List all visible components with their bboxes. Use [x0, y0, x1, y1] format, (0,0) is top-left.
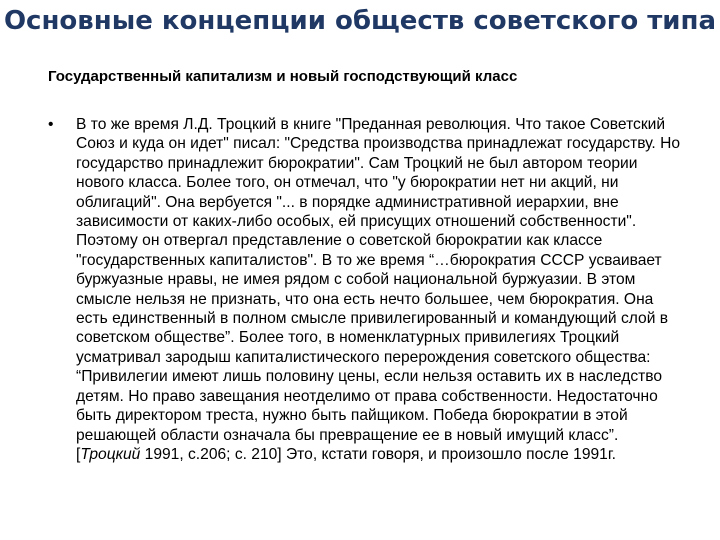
- bullet-item: [48, 115, 680, 464]
- paragraph-text: В то же время Л.Д. Троцкий в книге "Преданная революция. Что такое Советский Союз и куда он идет" писал: "Средства производства принадлежат государству. Но государство принадлежит бюрократии". Сам Троцкий не был автором теории нового класса. Более того, он отмечал, что "у бюрократии нет ни акций, ни облигаций". Она вербуется "... в порядке административной иерархии, вне зависимости от каких-либо особых, ей присущих отношений собственности". Поэтому он отвергал представление о советской бюрократии как классе "государственных капиталистов". В то же время “…бюрократия СССР усваивает буржуазные нравы, не имея рядом с собой национальной буржуазии. В этом смысле нельзя не признать, что она есть нечто большее, чем бюрократия. Она есть единственный в полном смысле привилегированный и командующий слой в советском обществе”. Более того, в номенклатурных привилегиях Троцкий усматривал зародыш капиталистического перерождения советского общества: “Привилегии имеют лишь половину цены, если нельзя оставить их в наследство детям. Но право завещания неотделимо от права собственности. Недостаточно быть директором треста, нужно быть пайщиком. Победа бюрократии в этой решающей области означала бы превращение ее в новый имущий класс”. [: [76, 116, 680, 463]
- paragraph-text-end: 1991, с.206; с. 210] Это, кстати говоря, и произошло после 1991г.: [140, 445, 616, 463]
- slide-title: Основные концепции обществ советского типа: [3, 6, 717, 36]
- slide-subtitle: Государственный капитализм и новый господствующий класс: [48, 68, 518, 85]
- bullet-list: [48, 115, 680, 464]
- bullet-icon: •: [48, 116, 54, 133]
- citation-author: Троцкий: [80, 445, 141, 463]
